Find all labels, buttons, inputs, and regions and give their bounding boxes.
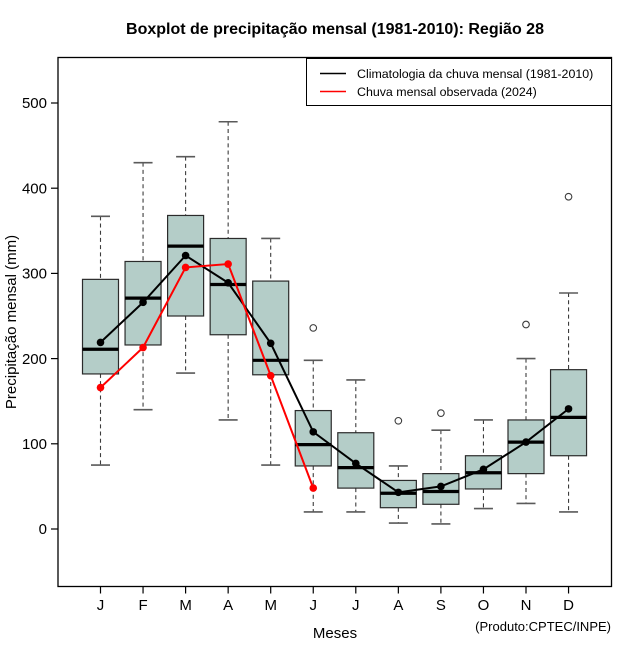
y-axis-label: Precipitação mensal (mm) [3,234,20,410]
x-tick-label: A [393,597,404,614]
boxplot-Out [465,420,501,509]
data-point [97,384,105,392]
iqr-box [551,370,587,456]
boxplot-Jun [295,325,331,512]
outlier-point [395,417,402,424]
iqr-box [508,420,544,474]
boxplot-Fev [125,163,161,410]
x-tick-label: M [264,597,277,614]
legend [307,59,612,106]
data-point [182,252,190,260]
iqr-box [210,238,246,334]
boxplot-Set [423,410,459,524]
y-tick-label: 0 [38,521,47,539]
data-point [139,299,147,307]
x-tick-label: S [435,597,446,614]
x-tick-label: N [520,597,532,614]
x-tick-label: J [309,597,317,614]
data-point [139,344,147,352]
y-tick-label: 400 [21,180,47,198]
boxplot-Ago [380,417,416,523]
outlier-point [438,410,445,417]
legend-label-observed: Chuva mensal observada (2024) [357,85,537,99]
data-point [267,339,275,347]
data-point [395,489,403,497]
data-point [309,428,317,436]
x-tick-label: O [477,597,490,614]
x-tick-label: D [563,597,574,614]
x-axis-label: Meses [312,625,358,642]
data-point [267,372,275,380]
outlier-point [310,325,317,332]
footnote: (Produto:CPTEC/INPE) [475,619,611,634]
x-tick-label: J [352,597,360,614]
y-tick-label: 200 [21,350,47,368]
boxplot-Nov [508,321,544,503]
plot-area [22,95,587,614]
data-point [352,460,360,468]
data-point [522,438,530,446]
y-tick-label: 300 [21,265,47,283]
data-point [97,339,105,347]
data-point [224,260,232,268]
boxplot-Abr [210,122,246,420]
y-tick-label: 100 [21,436,47,453]
chart-title: Boxplot de precipitação mensal (1981-2010): Região 28 [126,21,544,38]
outlier-point [565,193,572,200]
iqr-box [83,279,119,374]
data-point [565,405,573,413]
x-tick-label: M [179,597,192,614]
iqr-box [295,411,331,466]
x-tick-label: F [138,597,148,614]
data-point [480,466,488,474]
boxplot-Mai [253,238,289,465]
x-tick-label: J [96,597,105,614]
data-point [437,483,445,491]
data-point [309,484,317,492]
boxplot-Dez [551,193,587,512]
boxplot-Jul [338,380,374,512]
y-tick-label: 500 [21,95,47,113]
legend-label-climatology: Climatologia da chuva mensal (1981-2010) [357,67,594,81]
data-point [182,264,190,272]
outlier-point [523,321,530,328]
x-tick-label: A [223,597,234,614]
data-point [224,279,232,287]
